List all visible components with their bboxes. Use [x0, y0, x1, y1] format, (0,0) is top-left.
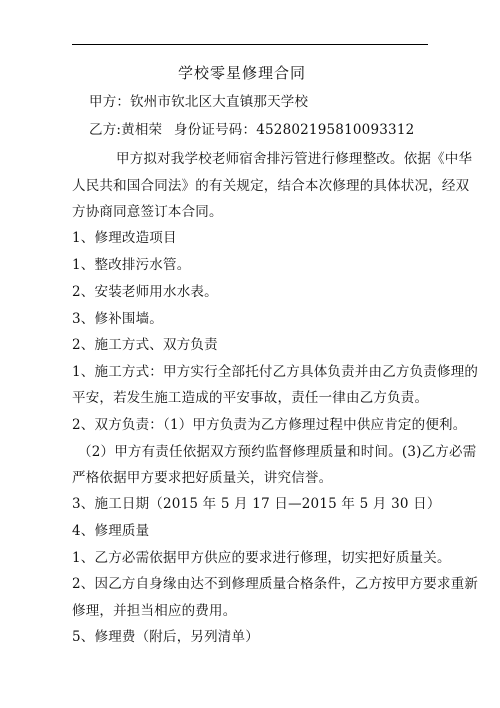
paragraph-line: 1、乙方必需依据甲方供应的要求进行修理，切实把好质量关。 [72, 550, 451, 566]
section-heading: 5、修理费（附后，另列清单） [72, 629, 259, 645]
list-item: 2、安装老师用水水表。 [72, 284, 218, 300]
header-rule [72, 44, 428, 45]
section-heading: 4、修理质量 [72, 523, 150, 539]
document-title: 学校零星修理合同 [178, 64, 307, 82]
paragraph-line: 方协商同意签订本合同。 [72, 204, 223, 220]
paragraph-line: 平安，若发生施工造成的平安事故，责任一律由乙方负责。 [72, 390, 429, 406]
section-heading: 2、施工方式、双方负责 [72, 337, 218, 353]
paragraph-line: （2）甲方有责任依据双方预约监督修理质量和时间。(3)乙方必需 [78, 444, 477, 460]
paragraph-line: 2、双方负责：（1）甲方负责为乙方修理过程中供应肯定的便利。 [72, 417, 467, 433]
party-a-line: 甲方：钦州市钦北区大直镇那天学校 [89, 94, 309, 110]
paragraph-line: 人民共和国合同法》的有关规定，结合本次修理的具体状况，经双 [72, 178, 470, 194]
paragraph-line: 1、施工方式：甲方实行全部托付乙方具体负责并由乙方负责修理的 [72, 364, 479, 380]
paragraph-line: 严格依据甲方要求把好质量关，讲究信誉。 [72, 470, 333, 486]
list-item: 1、整改排污水管。 [72, 257, 191, 273]
section-heading: 3、施工日期（2015 年 5 月 17 日—2015 年 5 月 30 日） [72, 496, 441, 512]
paragraph-line: 2、因乙方自身缘由达不到修理质量合格条件，乙方按甲方要求重新 [72, 576, 479, 592]
paragraph-line: 修理，并担当相应的费用。 [72, 603, 237, 619]
list-item: 3、修补围墙。 [72, 311, 163, 327]
party-b-name: 乙方:黄相荣 [89, 122, 163, 138]
section-heading: 1、修理改造项目 [72, 230, 177, 246]
paragraph-line: 甲方拟对我学校老师宿舍排污管进行修理整改。依据《中华 [116, 151, 473, 167]
party-b-id-number: 身份证号码：452802195810093312 [174, 122, 415, 138]
